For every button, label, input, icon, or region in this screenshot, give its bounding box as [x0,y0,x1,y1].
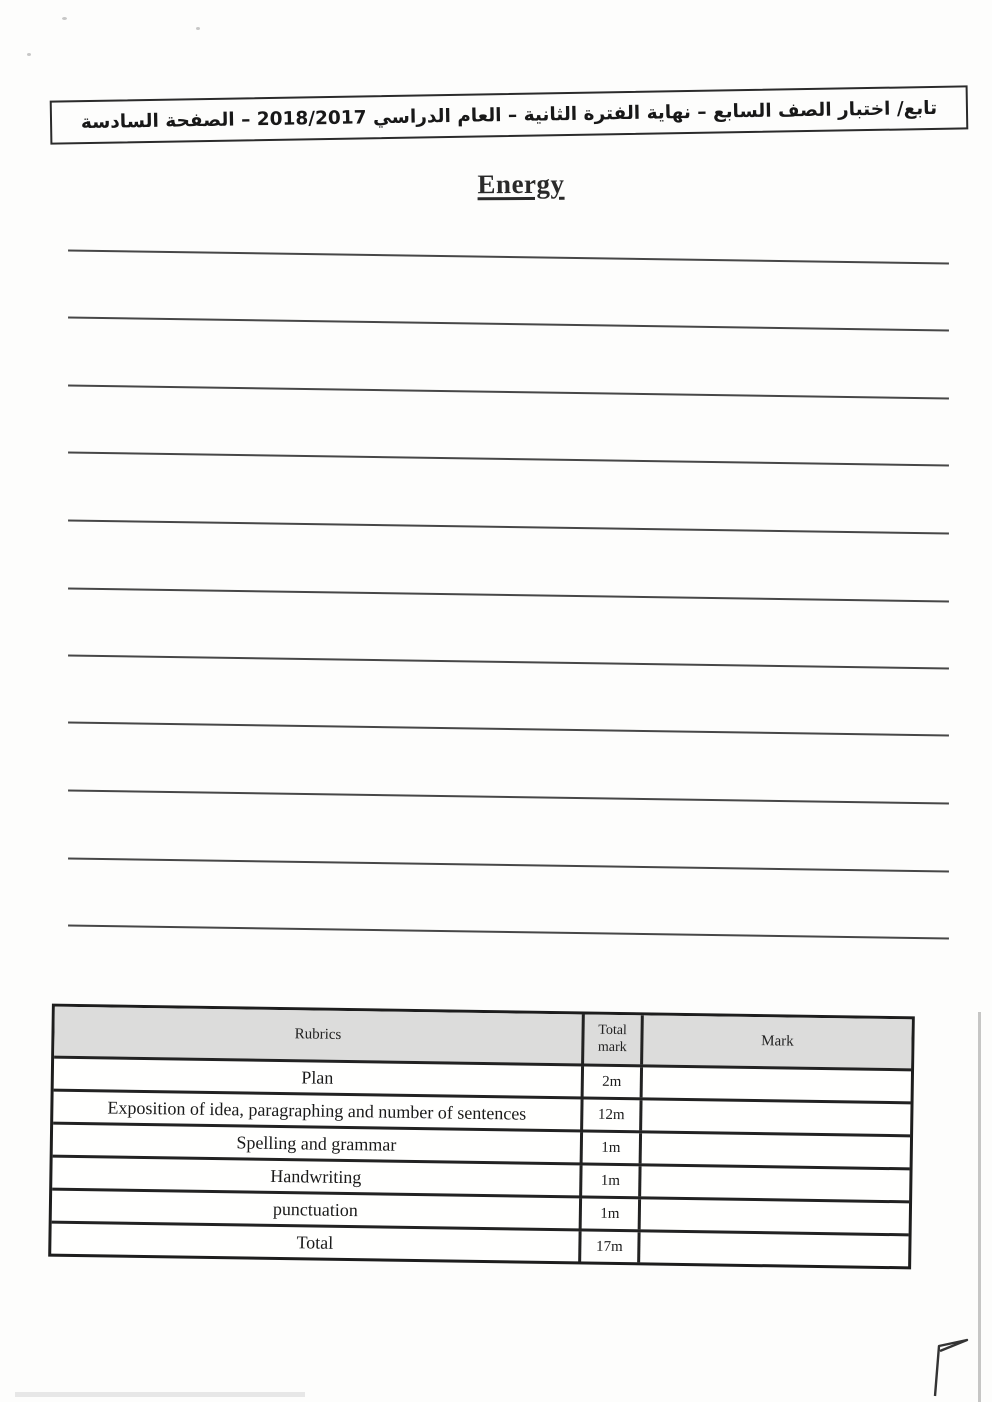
rubric-label: Plan [301,1066,334,1088]
exam-header-arabic-text: تابع/ اختبار الصف السابع – نهاية الفترة الثانية – العام الدراسي 2018/2017 – الصفحة السادسة [80,97,938,133]
total-mark-value: 1m [579,1198,641,1229]
total-mark-value: 12m [580,1099,642,1130]
pen-flag-mark [922,1334,972,1398]
mark-entry-cell [642,1100,910,1134]
rubric-label: Total [296,1231,334,1253]
total-mark-value: 17m [578,1231,640,1262]
essay-title: Energy [477,168,565,200]
total-mark-value: 2m [581,1066,643,1097]
rubric-label: Exposition of idea, paragraphing and number of sentences [107,1096,527,1124]
total-mark-value: 1m [579,1165,641,1196]
mark-entry-cell [641,1166,909,1200]
scan-edge-artifact [978,1012,981,1402]
mark-entry-cell [642,1133,910,1167]
writing-line [68,249,949,264]
writing-line [68,789,949,804]
total-mark-column-header: Total mark [581,1014,644,1064]
essay-title-wrap [25,166,992,202]
writing-line [68,519,949,534]
mark-entry-cell [641,1199,909,1233]
scan-speck [62,17,67,20]
writing-line [68,587,949,602]
scan-smudge [15,1392,305,1397]
writing-line [68,384,949,399]
rubric-label: Handwriting [270,1165,362,1187]
exam-header-box [50,85,969,144]
scan-speck [196,27,200,30]
mark-entry-cell [640,1232,908,1266]
rubrics-column-header: Rubrics [294,1026,342,1043]
scan-speck [27,53,31,56]
mark-column-header: Mark [761,1033,794,1050]
writing-line [68,654,949,669]
mark-entry-cell [643,1067,911,1101]
writing-line [68,721,949,736]
rubric-table [48,1004,915,1270]
rubric-label: punctuation [272,1198,359,1220]
writing-line [68,924,949,939]
rubric-label: Spelling and grammar [236,1131,397,1155]
writing-line [68,451,949,466]
writing-line [68,316,949,331]
writing-line [68,857,949,872]
total-mark-value: 1m [580,1132,642,1163]
